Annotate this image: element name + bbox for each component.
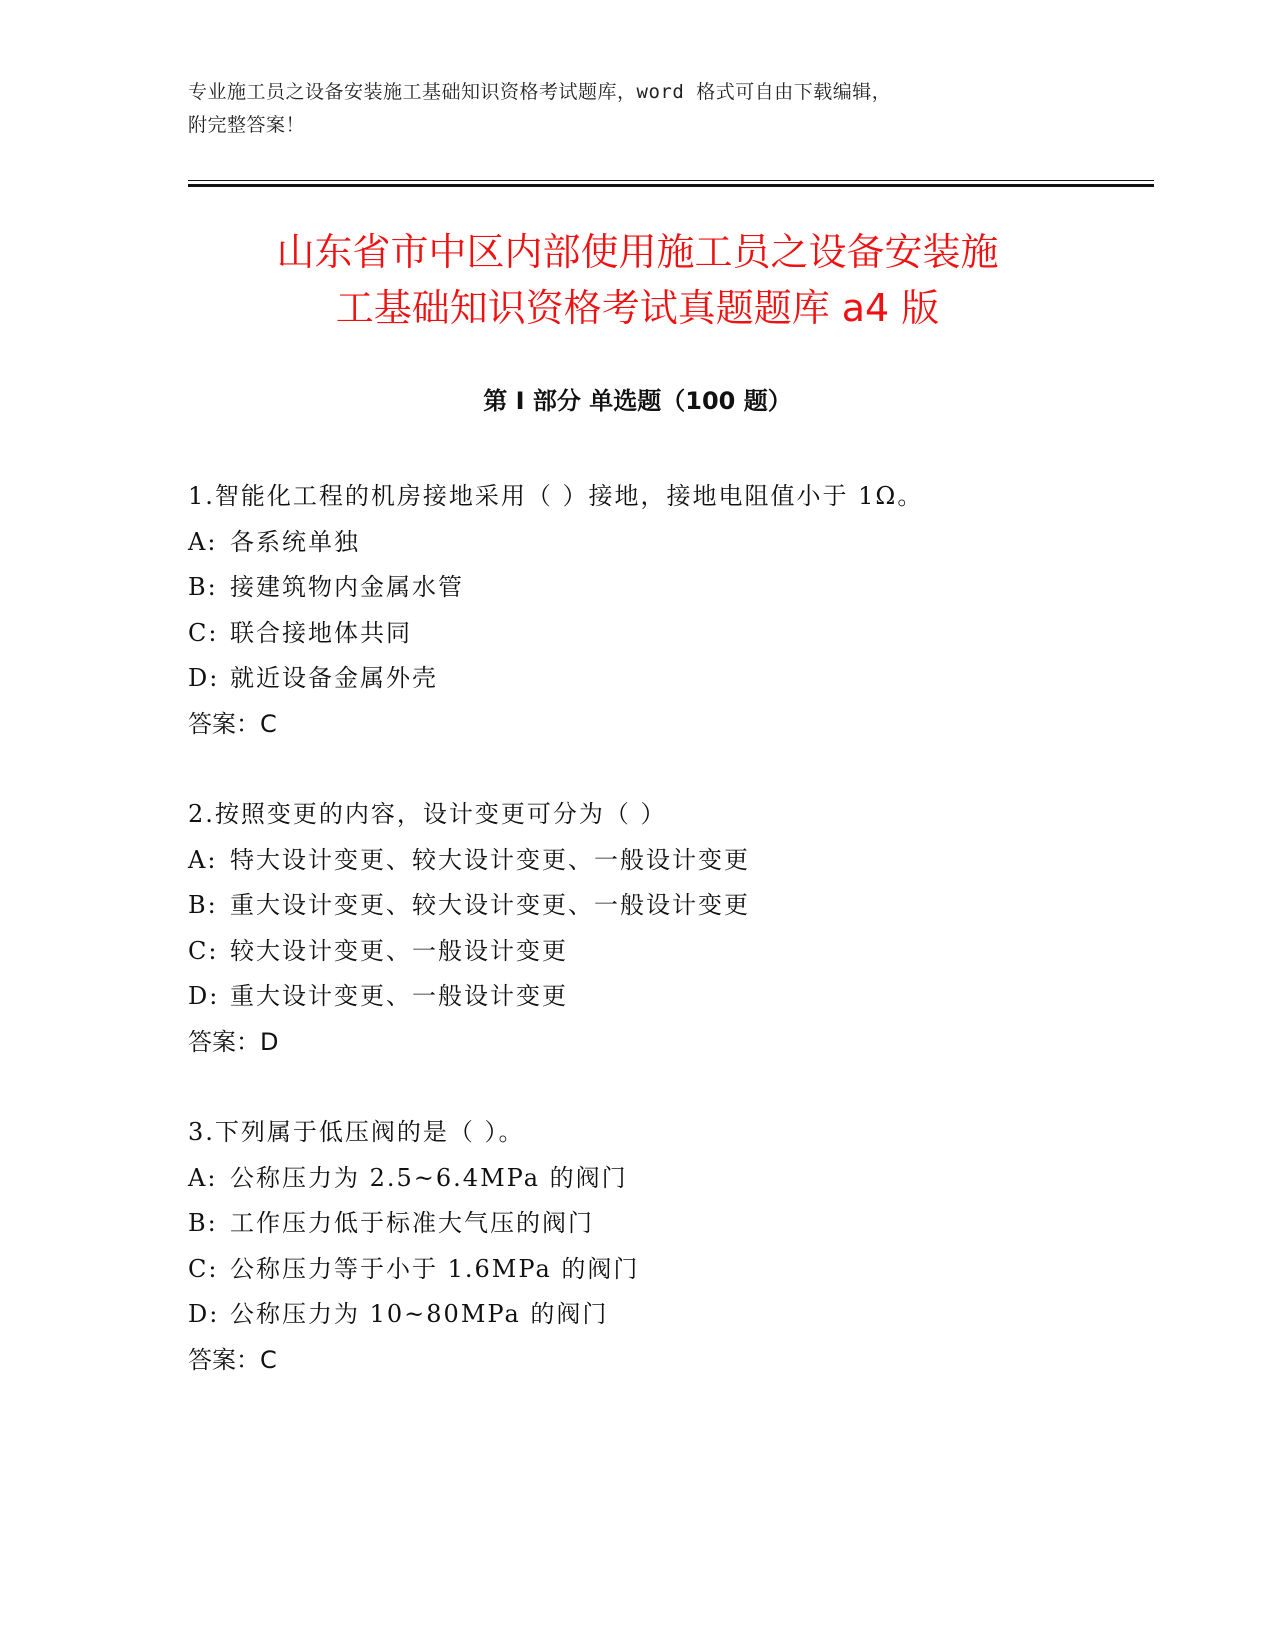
answer-line: 答案：D bbox=[188, 1027, 279, 1056]
option-letter: A: bbox=[188, 527, 218, 556]
option-letter: C: bbox=[188, 618, 219, 647]
option-text: 公称压力为 10~80MPa 的阀门 bbox=[230, 1300, 609, 1328]
option-d bbox=[188, 656, 1148, 702]
document-title bbox=[150, 224, 1125, 336]
option-text: 各系统单独 bbox=[230, 527, 360, 556]
answer-line: 答案：C bbox=[188, 709, 277, 738]
header-divider-thin bbox=[188, 180, 1154, 181]
option-d bbox=[188, 974, 1148, 1020]
option-text: 就近设备金属外壳 bbox=[230, 664, 438, 692]
option-a bbox=[188, 1156, 1148, 1202]
option-letter: C: bbox=[188, 1254, 219, 1283]
option-text: 工作压力低于标准大气压的阀门 bbox=[230, 1209, 594, 1237]
option-letter: D: bbox=[188, 1300, 220, 1328]
option-letter: C: bbox=[188, 936, 219, 965]
option-text: 接建筑物内金属水管 bbox=[230, 573, 464, 601]
option-letter: D: bbox=[188, 664, 220, 692]
header-note bbox=[188, 76, 1068, 142]
option-text: 重大设计变更、较大设计变更、一般设计变更 bbox=[230, 891, 750, 919]
option-text: 较大设计变更、一般设计变更 bbox=[230, 936, 568, 965]
option-c bbox=[188, 611, 1148, 657]
option-b bbox=[188, 883, 1148, 929]
option-text: 重大设计变更、一般设计变更 bbox=[230, 982, 568, 1010]
question-stem: 1.智能化工程的机房接地采用（ ）接地，接地电阻值小于 1Ω。 bbox=[188, 482, 924, 510]
option-text: 公称压力为 2.5~6.4MPa 的阀门 bbox=[230, 1163, 628, 1192]
option-d bbox=[188, 1292, 1148, 1338]
option-letter: A: bbox=[188, 1163, 218, 1192]
document-title-line2: 工基础知识资格考试真题题库 a4 版 bbox=[335, 286, 940, 330]
option-a bbox=[188, 838, 1148, 884]
option-a bbox=[188, 520, 1148, 566]
header-note-line2: 附完整答案！ bbox=[188, 114, 306, 136]
header-divider-thick bbox=[188, 184, 1154, 187]
option-c bbox=[188, 929, 1148, 975]
option-text: 公称压力等于小于 1.6MPa 的阀门 bbox=[230, 1254, 640, 1283]
question-3 bbox=[188, 1110, 1148, 1383]
option-b bbox=[188, 1201, 1148, 1247]
question-stem: 3.下列属于低压阀的是（ ）。 bbox=[188, 1118, 525, 1146]
question-2 bbox=[188, 792, 1148, 1065]
option-c bbox=[188, 1247, 1148, 1293]
question-stem: 2.按照变更的内容，设计变更可分为（ ） bbox=[188, 800, 667, 828]
option-letter: B: bbox=[188, 1209, 218, 1237]
option-letter: B: bbox=[188, 891, 218, 919]
option-letter: B: bbox=[188, 573, 218, 601]
option-letter: A: bbox=[188, 845, 218, 874]
option-letter: D: bbox=[188, 982, 220, 1010]
section-heading: 第 I 部分 单选题（100 题） bbox=[483, 387, 792, 415]
document-title-line1: 山东省市中区内部使用施工员之设备安装施 bbox=[276, 230, 999, 274]
header-note-line1: 专业施工员之设备安装施工基础知识资格考试题库，word 格式可自由下载编辑， bbox=[188, 81, 892, 103]
option-text: 特大设计变更、较大设计变更、一般设计变更 bbox=[230, 845, 750, 874]
answer-line: 答案：C bbox=[188, 1345, 277, 1374]
option-text: 联合接地体共同 bbox=[230, 618, 412, 647]
question-1 bbox=[188, 474, 1148, 747]
option-b bbox=[188, 565, 1148, 611]
